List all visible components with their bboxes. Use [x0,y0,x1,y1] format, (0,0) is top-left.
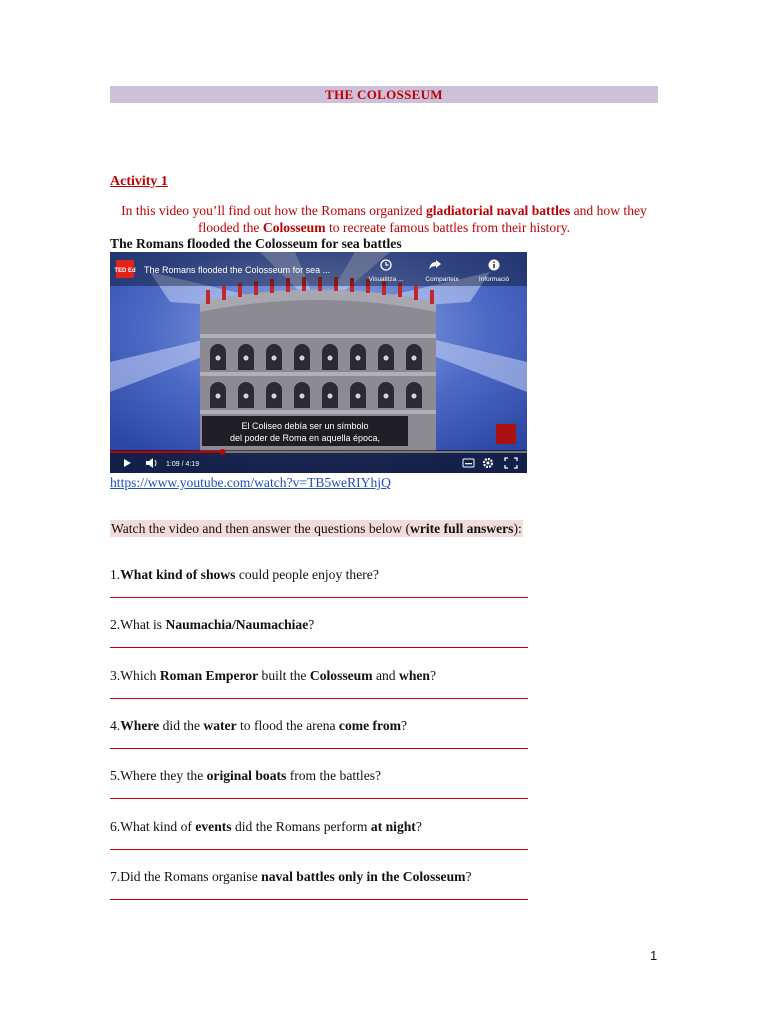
instructions-text-2: ): [513,521,522,536]
question-1-part: could people enjoy there? [235,567,379,582]
question-3 [110,667,436,684]
intro-paragraph [110,202,658,236]
question-4-part: come from [338,717,401,733]
answer-line[interactable] [110,849,528,850]
question-4 [110,717,407,734]
subtitle-line-1: El Coliseo debía ser un símbolo [241,421,369,431]
answer-line[interactable] [110,698,528,699]
answer-line[interactable] [110,899,528,900]
instructions-bold: write full answers [410,521,514,536]
page-title: THE COLOSSEUM [110,86,658,103]
subtitle-line-2: del poder de Roma en aquella época, [229,433,381,443]
question-6 [110,818,422,835]
question-1 [110,566,379,583]
question-4-part: Where [120,717,160,733]
question-4-part: water [203,717,237,733]
intro-text-1: In this video you’ll find out how the Romans organized [121,203,426,218]
question-1-part: 1. [110,567,121,582]
video-player[interactable] [110,252,527,473]
question-6-part: did the Romans perform [231,818,371,834]
question-3-part: 3.Which [110,667,160,683]
question-3-part: Colosseum [309,667,373,683]
progress-fill [110,451,223,453]
watch-later-label[interactable]: Visualitza ... [368,276,404,283]
question-5-part: 5.Where they the [110,768,207,784]
time-display: 1:09 / 4:19 [166,461,200,468]
question-6-part: 6.What kind of [110,818,196,834]
question-7 [110,868,472,885]
question-7-part: 7.Did the Romans organise [110,868,262,884]
answer-line[interactable] [110,798,528,799]
answer-line[interactable] [110,748,528,749]
question-4-part: did the [159,717,204,733]
question-2-part: 2.What is [110,617,166,633]
question-3-part: ? [429,667,437,683]
player-title[interactable]: The Romans flooded the Colosseum for sea ... [144,265,331,275]
question-5-part: from the battles? [286,768,382,784]
activity-heading: Activity 1 [110,174,168,189]
intro-text-2: and how they flooded the [197,203,647,235]
video-heading: The Romans flooded the Colosseum for sea battles [110,236,402,251]
question-3-part: built the [258,667,310,683]
video-frame[interactable] [110,252,527,473]
intro-text-3: to recreate famous battles from their history. [325,220,571,235]
question-6-part: ? [415,818,422,834]
question-2 [110,616,314,633]
instructions [110,520,523,537]
page-number: 1 [650,948,658,963]
progress-handle[interactable] [220,449,226,455]
info-label[interactable]: Informació [478,276,510,283]
question-7-part: naval battles only in the Colosseum [261,868,466,884]
info-icon[interactable] [489,260,500,271]
share-label[interactable]: Comparteix [425,276,459,283]
question-4-part: to flood the arena [236,717,339,733]
corner-logo [496,424,516,444]
instructions-text-1: Watch the video and then answer the questions below ( [111,521,411,536]
question-3-part: when [399,667,430,683]
intro-bold-2: Colosseum [262,220,326,235]
intro-bold-1: gladiatorial naval battles [425,203,571,218]
question-2-part: Naumachia/Naumachiae [165,617,309,633]
channel-badge-text: TED Ed [114,268,136,274]
question-6-part: at night [370,818,416,834]
question-7-part: ? [465,868,472,884]
answer-line[interactable] [110,597,528,598]
question-4-part: 4. [110,717,121,733]
question-3-part: Roman Emperor [159,667,259,683]
question-5-part: original boats [206,768,287,784]
answer-line[interactable] [110,647,528,648]
question-3-part: and [372,667,399,683]
question-1-part: What kind of shows [120,567,236,582]
question-2-part: ? [308,617,315,633]
youtube-link[interactable]: https://www.youtube.com/watch?v=TB5weRIYhjQ [110,475,391,490]
question-4-part: ? [400,717,407,733]
question-6-part: events [195,818,232,834]
question-5 [110,767,381,784]
